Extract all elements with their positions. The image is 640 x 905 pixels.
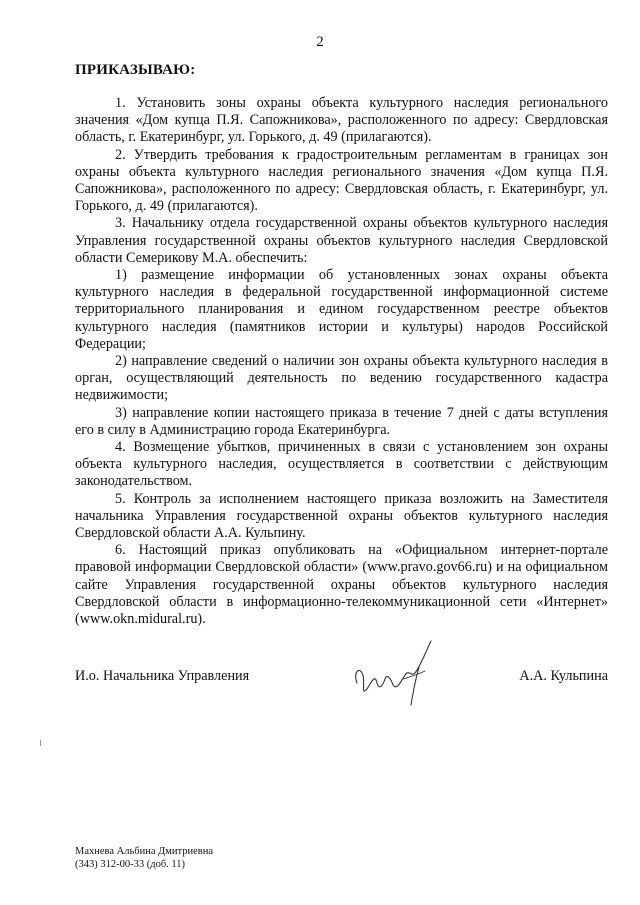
- signatory-title: И.о. Начальника Управления: [75, 668, 250, 684]
- decree-body: [75, 95, 608, 628]
- paragraph-2: 2. Утвердить требования к градостроительным регламентам в границах зон охраны объекта культурного наследия регионального значения «Дом купца П.Я. Сапожникова», расположенного по адресу: Свердловская область, г. Екатеринбург, ул. Горького, д. 49 (прилагаются).: [75, 146, 608, 215]
- handwritten-signature: [345, 635, 445, 710]
- paragraph-1: 1. Установить зоны охраны объекта культурного наследия регионального значения «Дом купца П.Я. Сапожникова», расположенного по адресу: Свердловская область, г. Екатеринбург, ул. Горького, д. 49 (прилагаются).: [75, 95, 608, 146]
- subparagraph-1: 1) размещение информации об установленных зонах охраны объекта культурного наследия в федеральной государственной информационной системе территориального планирования и едином государственном реестре объектов культурного наследия (памятников истории и культуры) народов Российской Федерации;: [75, 267, 608, 352]
- margin-mark: [40, 740, 42, 746]
- signatory-name: А.А. Кульпина: [519, 668, 608, 684]
- paragraph-6: 6. Настоящий приказ опубликовать на «Официальном интернет-портале правовой информации Свердловской области» (www.pravo.gov66.ru) и на официальном сайте Управления государственной охраны объектов культурного наследия Свердловской области в информационно-телекоммуникационной сети «Интернет» (www.okn.midural.ru).: [75, 542, 608, 628]
- page-number: 2: [316, 34, 324, 50]
- executor-phone: (343) 312-00-33 (доб. 11): [75, 859, 186, 870]
- subparagraph-2: 2) направление сведений о наличии зон охраны объекта культурного наследия в орган, осуществляющий деятельность по ведению государственного кадастра недвижимости;: [75, 353, 608, 404]
- paragraph-4: 4. Возмещение убытков, причиненных в связи с установлением зон охраны объекта культурного наследия, осуществляется в соответствии с действующим законодательством.: [75, 439, 608, 490]
- decree-heading: ПРИКАЗЫВАЮ:: [75, 62, 196, 78]
- paragraph-5: 5. Контроль за исполнением настоящего приказа возложить на Заместителя начальника Управления государственной охраны объектов культурного наследия Свердловской области А.А. Кульпину.: [75, 490, 608, 542]
- executor-name: Махнева Альбина Дмитриевна: [75, 846, 214, 857]
- executor-block: [75, 845, 213, 871]
- paragraph-3: 3. Начальнику отдела государственной охраны объектов культурного наследия Управления государственной охраны объектов культурного наследия Свердловской области Семерикову М.А. обеспечить:: [75, 215, 608, 266]
- subparagraph-3: 3) направление копии настоящего приказа в течение 7 дней с даты вступления его в силу в Администрацию города Екатеринбурга.: [75, 404, 608, 438]
